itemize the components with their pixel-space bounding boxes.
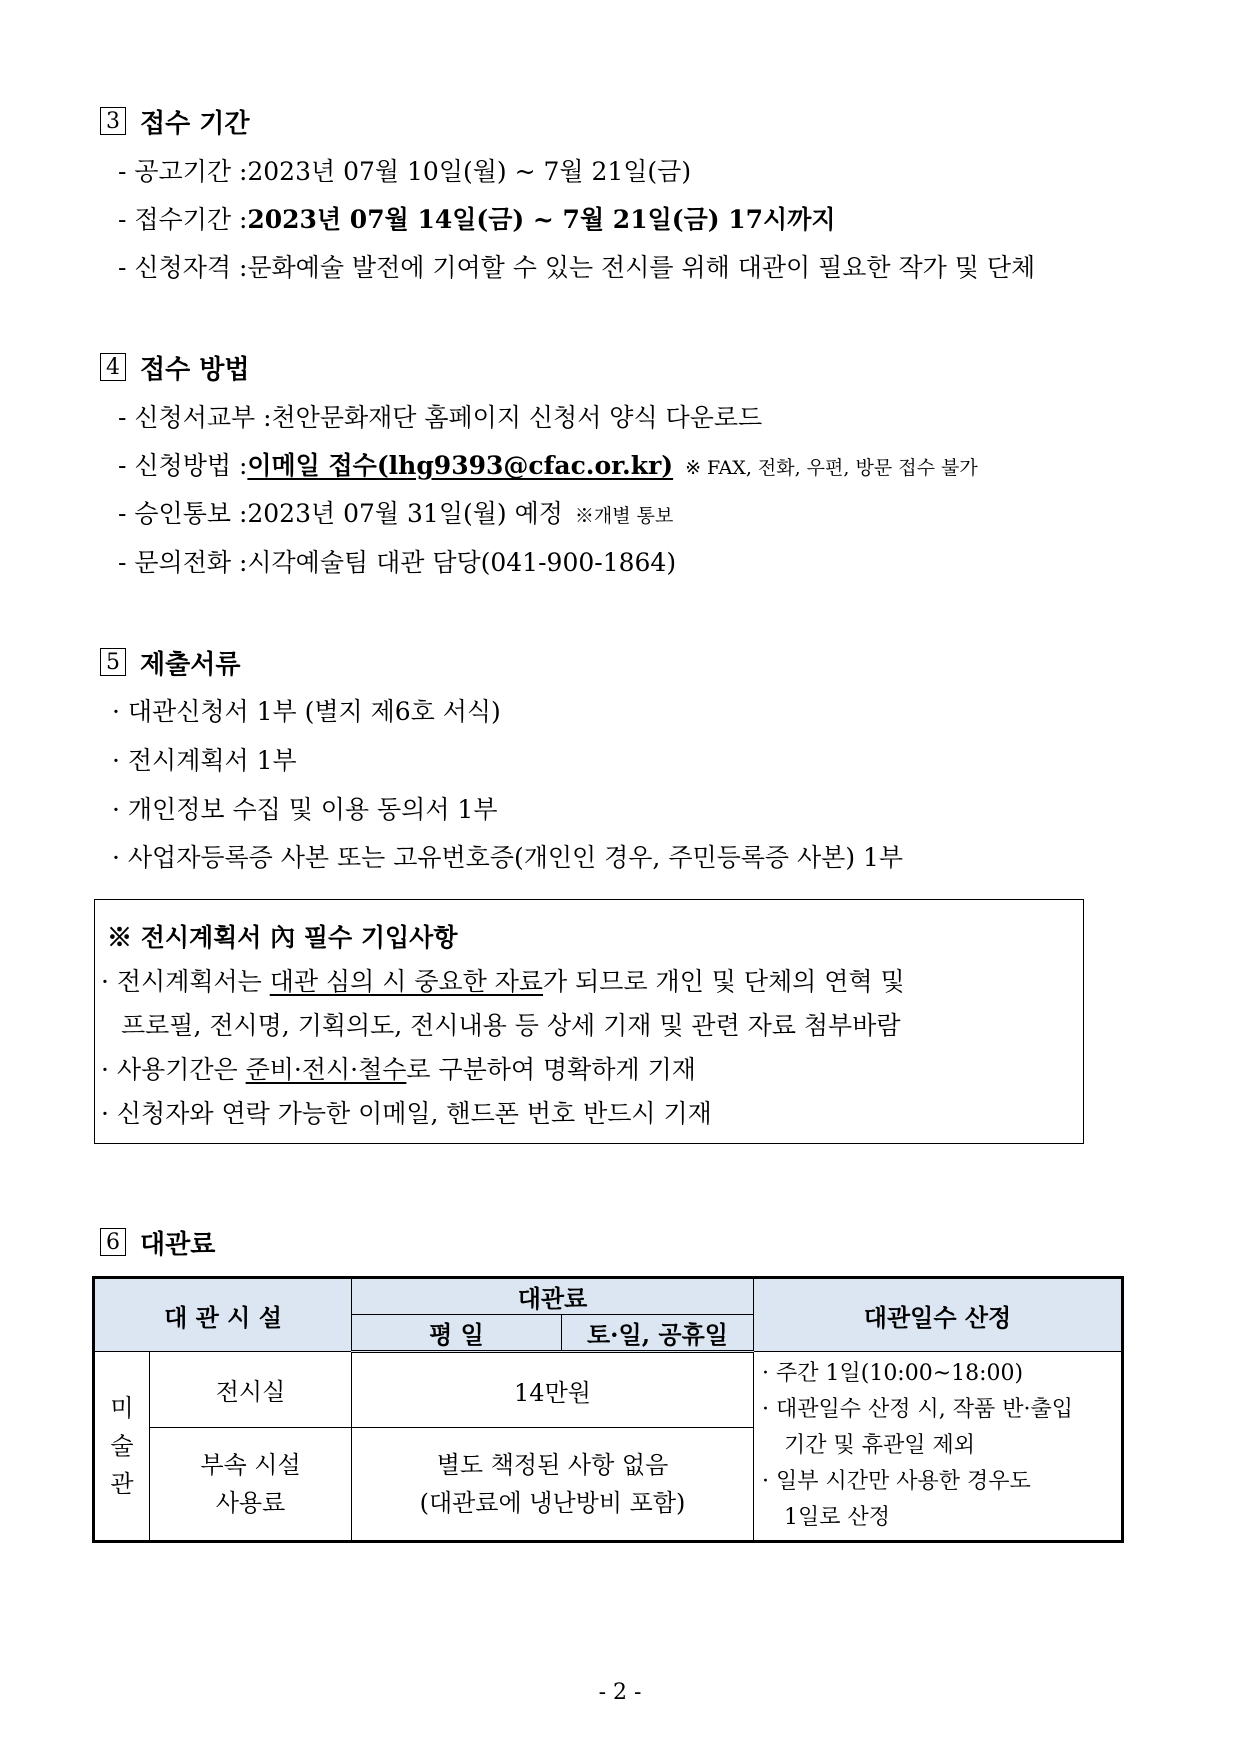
info-label: - 승인통보 : (118, 499, 248, 528)
notice-underlined: 대관 심의 시 중요한 자료 (269, 967, 544, 996)
facility-fee-line: (대관료에 냉난방비 포함) (419, 1489, 686, 1518)
days-line: 1일로 산정 (784, 1505, 890, 1530)
document-list-item: · 개인정보 수집 및 이용 동의서 1부 (112, 795, 498, 824)
document-list-item: · 전시계획서 1부 (112, 746, 297, 775)
info-value: 2023년 07월 10일(월) ~ 7월 21일(금) (247, 157, 692, 186)
info-line (118, 154, 691, 190)
facility-fee (352, 1428, 754, 1542)
days-line: · 일부 시간만 사용한 경우도 (762, 1469, 1031, 1494)
days-line: · 대관일수 산정 시, 작품 반·출입 (762, 1397, 1073, 1422)
page-number: - 2 - (598, 1680, 642, 1705)
days-description (754, 1352, 1123, 1542)
section-title: 접수 방법 (140, 354, 250, 385)
notice-line (101, 1052, 696, 1088)
notice-text: 가 되므로 개인 및 단체의 연혁 및 (543, 967, 905, 996)
facility-name-line: 사용료 (215, 1489, 286, 1518)
facility-name: 전시실 (150, 1352, 352, 1428)
section-5-heading (100, 642, 240, 682)
group-char: 술 (110, 1432, 134, 1460)
info-value: 2023년 07월 14일(금) ~ 7월 21일(금) 17시까지 (247, 205, 836, 234)
header-days: 대관일수 산정 (754, 1278, 1123, 1352)
info-label: - 공고기간 : (118, 157, 248, 186)
info-line (118, 496, 673, 532)
info-label: - 신청서교부 : (118, 403, 272, 432)
header-weekday: 평 일 (352, 1315, 562, 1352)
info-value: 2023년 07월 31일(월) 예정 (247, 499, 563, 528)
info-line (118, 202, 836, 238)
notice-line (101, 964, 905, 1000)
facility-fee-line: 별도 책정된 사항 없음 (436, 1451, 669, 1480)
section-title: 제출서류 (140, 649, 241, 680)
info-label: - 접수기간 : (118, 205, 248, 234)
email-link[interactable]: 이메일 접수(lhg9393@cfac.or.kr) (247, 451, 674, 480)
info-line (118, 545, 676, 581)
info-line (118, 448, 978, 484)
document-list-item: · 대관신청서 1부 (별지 제6호 서식) (112, 697, 501, 726)
notice-line: 프로필, 전시명, 기획의도, 전시내용 등 상세 기재 및 관련 자료 첨부바람 (121, 1011, 901, 1040)
days-line: · 주간 1일(10:00~18:00) (762, 1361, 1024, 1386)
info-label: - 문의전화 : (118, 548, 248, 577)
section-title: 접수 기간 (140, 108, 250, 139)
notice-underlined: 준비·전시·철수 (245, 1055, 407, 1084)
info-value: 천안문화재단 홈페이지 신청서 양식 다운로드 (271, 403, 763, 432)
header-weekend: 토·일, 공휴일 (562, 1315, 754, 1352)
section-number: 3 (100, 107, 126, 135)
info-value: 문화예술 발전에 기여할 수 있는 전시를 위해 대관이 필요한 작가 및 단체 (247, 253, 1036, 282)
info-value: 시각예술팀 대관 담당(041-900-1864) (247, 548, 677, 577)
group-char: 관 (110, 1470, 134, 1498)
section-title: 대관료 (140, 1229, 216, 1260)
info-label: - 신청방법 : (118, 451, 248, 480)
section-6-heading (100, 1222, 215, 1262)
group-label (94, 1352, 150, 1542)
section-number: 6 (100, 1228, 126, 1256)
notice-text: 로 구분하여 명확하게 기재 (406, 1055, 696, 1084)
notice-text: · 전시계획서는 (101, 967, 270, 996)
header-fee: 대관료 (352, 1278, 754, 1315)
section-number: 5 (100, 648, 126, 676)
notice-title: ※ 전시계획서 內 필수 기입사항 (107, 923, 458, 952)
notice-line: · 신청자와 연락 가능한 이메일, 핸드폰 번호 반드시 기재 (101, 1099, 712, 1128)
facility-name-line: 부속 시설 (200, 1451, 301, 1480)
info-line (118, 250, 1035, 286)
info-line (118, 400, 762, 436)
rental-fee-table (92, 1276, 1124, 1543)
info-note: ※ FAX, 전화, 우편, 방문 접수 불가 (685, 457, 978, 479)
document-list-item: · 사업자등록증 사본 또는 고유번호증(개인인 경우, 주민등록증 사본) 1부 (112, 843, 904, 872)
section-3-heading (100, 101, 250, 141)
section-number: 4 (100, 353, 126, 381)
notice-text: · 사용기간은 (101, 1055, 246, 1084)
facility-fee: 14만원 (352, 1352, 754, 1428)
facility-name (150, 1428, 352, 1542)
notice-box (94, 899, 1084, 1144)
group-char: 미 (110, 1394, 134, 1422)
section-4-heading (100, 347, 250, 387)
days-line: 기간 및 휴관일 제외 (784, 1433, 975, 1458)
info-label: - 신청자격 : (118, 253, 248, 282)
header-facility: 대 관 시 설 (94, 1278, 352, 1352)
info-note: ※개별 통보 (574, 505, 674, 527)
